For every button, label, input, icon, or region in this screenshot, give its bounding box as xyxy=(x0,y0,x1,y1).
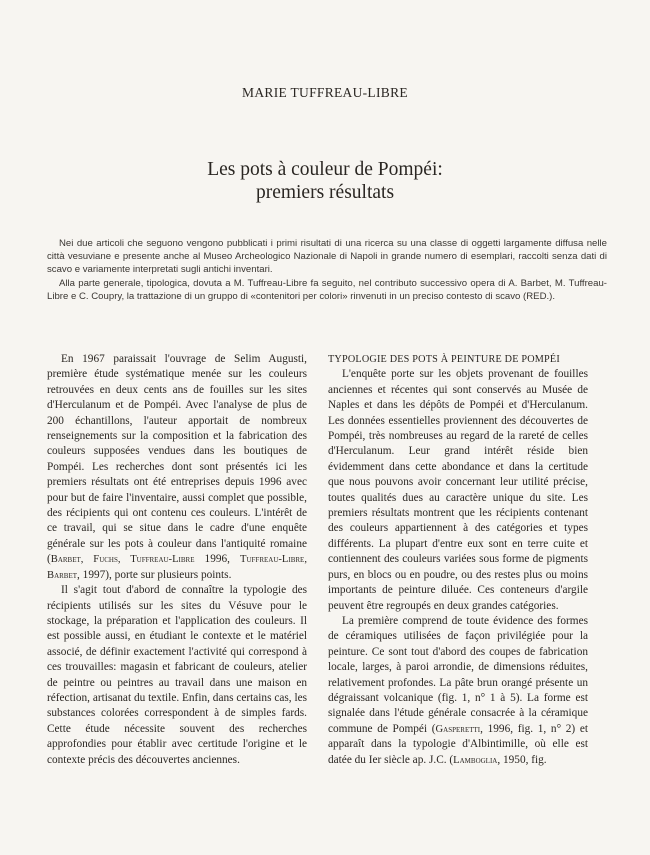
author-name: MARIE TUFFREAU-LIBRE xyxy=(242,85,408,100)
citation-tuffreau-barbet: Tuffreau-Libre, Barbet xyxy=(47,554,307,581)
left-p1-text-b: 1996, xyxy=(194,553,241,566)
left-paragraph-1 xyxy=(47,352,307,583)
left-p1-text-a: En 1967 paraissait l'ouvrage de Selim Augusti, première étude systématique menée sur les couleurs retrouvées en deux cents ans de fouilles sur les sites d'Herculanum et de Pompéi. Avec l'analyse de plus de 200 échantillons, l'auteur apportait de nombreux renseignements sur la composition et la fabrication des couleurs supposées vendues dans les boutiques de Pompéi. Les recherches dont sont présentés ici les premiers résultats ont été entreprises depuis 1996 avec pour but de faire l'inventaire, aussi complet que possible, des récipients qui ont contenu ces couleurs. L'intérêt de ce travail, qui se situe dans le cadre d'une enquête générale sur les pots à couleur dans l'antiquité romaine ( xyxy=(47,353,307,566)
article-title xyxy=(0,158,650,204)
left-column xyxy=(47,352,307,768)
editorial-note-paragraph-1: Nei due articoli che seguono vengono pubblicati i primi risultati di una ricerca su una classe di oggetti largamente diffusa nelle città vesuviane e presente anche al Museo Archeologico Nazionale di Napoli in grande numero di esemplari, raccolti senza dati di scavo e variamente interpretati sugli antichi inventari. xyxy=(47,238,607,276)
right-paragraph-2 xyxy=(328,614,588,768)
section-heading: TYPOLOGIE DES POTS À PEINTURE DE POMPÉI xyxy=(328,354,560,365)
citation-lamboglia: Lamboglia xyxy=(453,754,498,766)
right-paragraph-1: L'enquête porte sur les objets provenant de fouilles anciennes et récentes qui sont conservés au Musée de Naples et dans les dépôts de Pompéi et d'Herculanum. Les données essentielles proviennent des découvertes de Pompéi, très nombreuses au regard de la rareté de celles d'Herculanum. Leur grand intérêt réside bien évidemment dans cette abondance et dans la certitude que nous pouvons avoir concernant leur utilité précise, toutes qualités dues au caractère unique du site. Les premiers résultats montrent que les récipients contenant des couleurs appartiennent à des catégories et types différents. La plupart d'entre eux sont en terre cuite et contiennent des couleurs variées sous forme de pigments purs, en blocs ou en poudre, ou des restes plus ou moins importants de peinture diluée. Ces conteneurs d'argile peuvent être regroupés en deux grandes catégories. xyxy=(328,368,588,612)
left-p1-text-c: , 1997), porte sur plusieurs points. xyxy=(77,568,232,581)
citation-gasperetti: Gasperetti xyxy=(435,723,481,735)
editorial-note xyxy=(47,237,607,303)
right-p2-text-b: , 1996, fig. 1, n° 2) et apparaît dans la typologie d'Albintimille, où elle est datée du Ier siècle ap. J.C. ( xyxy=(328,722,589,766)
right-p2-text-a: La première comprend de toute évidence des formes de céramiques utilisées de façon privilégiée pour la peinture. Ce sont tout d'abord des coupes de fabrication locale, larges, à paroi arrondie, de dimensions réduites, relativement profondes. La pâte brun orangé présente un dégraissant volcanique (fig. 1, n° 1 à 5). La forme est signalée dans l'étude générale consacrée à la céramique commune de Pompéi ( xyxy=(328,614,588,735)
left-paragraph-2: Il s'agit tout d'abord de connaître la typologie des récipients utilisés sur les sites du Vésuve pour le stockage, la préparation et l'application des couleurs. Il est possible aussi, en étudiant le contexte et le matériel associé, de définir exactement l'activité qui correspond à ces trouvailles: magasin et fabricant de couleurs, atelier de peintre ou peintres au travail dans une maison en réfection, artisanat du textile. Enfin, dans certains cas, les substances colorées correspondent à de simples fards. Cette étude nécessite souvent des recherches approfondies pour établir avec certitude l'origine et le contexte précis des découvertes anciennes. xyxy=(47,584,307,766)
title-line-2: premiers résultats xyxy=(255,182,395,203)
title-line-1: Les pots à couleur de Pompéi: xyxy=(207,159,443,180)
citation-barbet-fuchs-tuffreau: Barbet, Fuchs, Tuffreau-Libre xyxy=(50,554,195,566)
right-p2-text-c: , 1950, fig. xyxy=(497,753,547,766)
editorial-note-paragraph-2: Alla parte generale, tipologica, dovuta a M. Tuffreau-Libre fa seguito, nel contributo successivo opera di A. Barbet, M. Tuffreau-Libre e C. Coupry, la trattazione di un gruppo di «contenitori per colori» rinvenuti in un preciso contesto di scavo (RED.). xyxy=(47,277,607,302)
right-column xyxy=(328,352,588,768)
